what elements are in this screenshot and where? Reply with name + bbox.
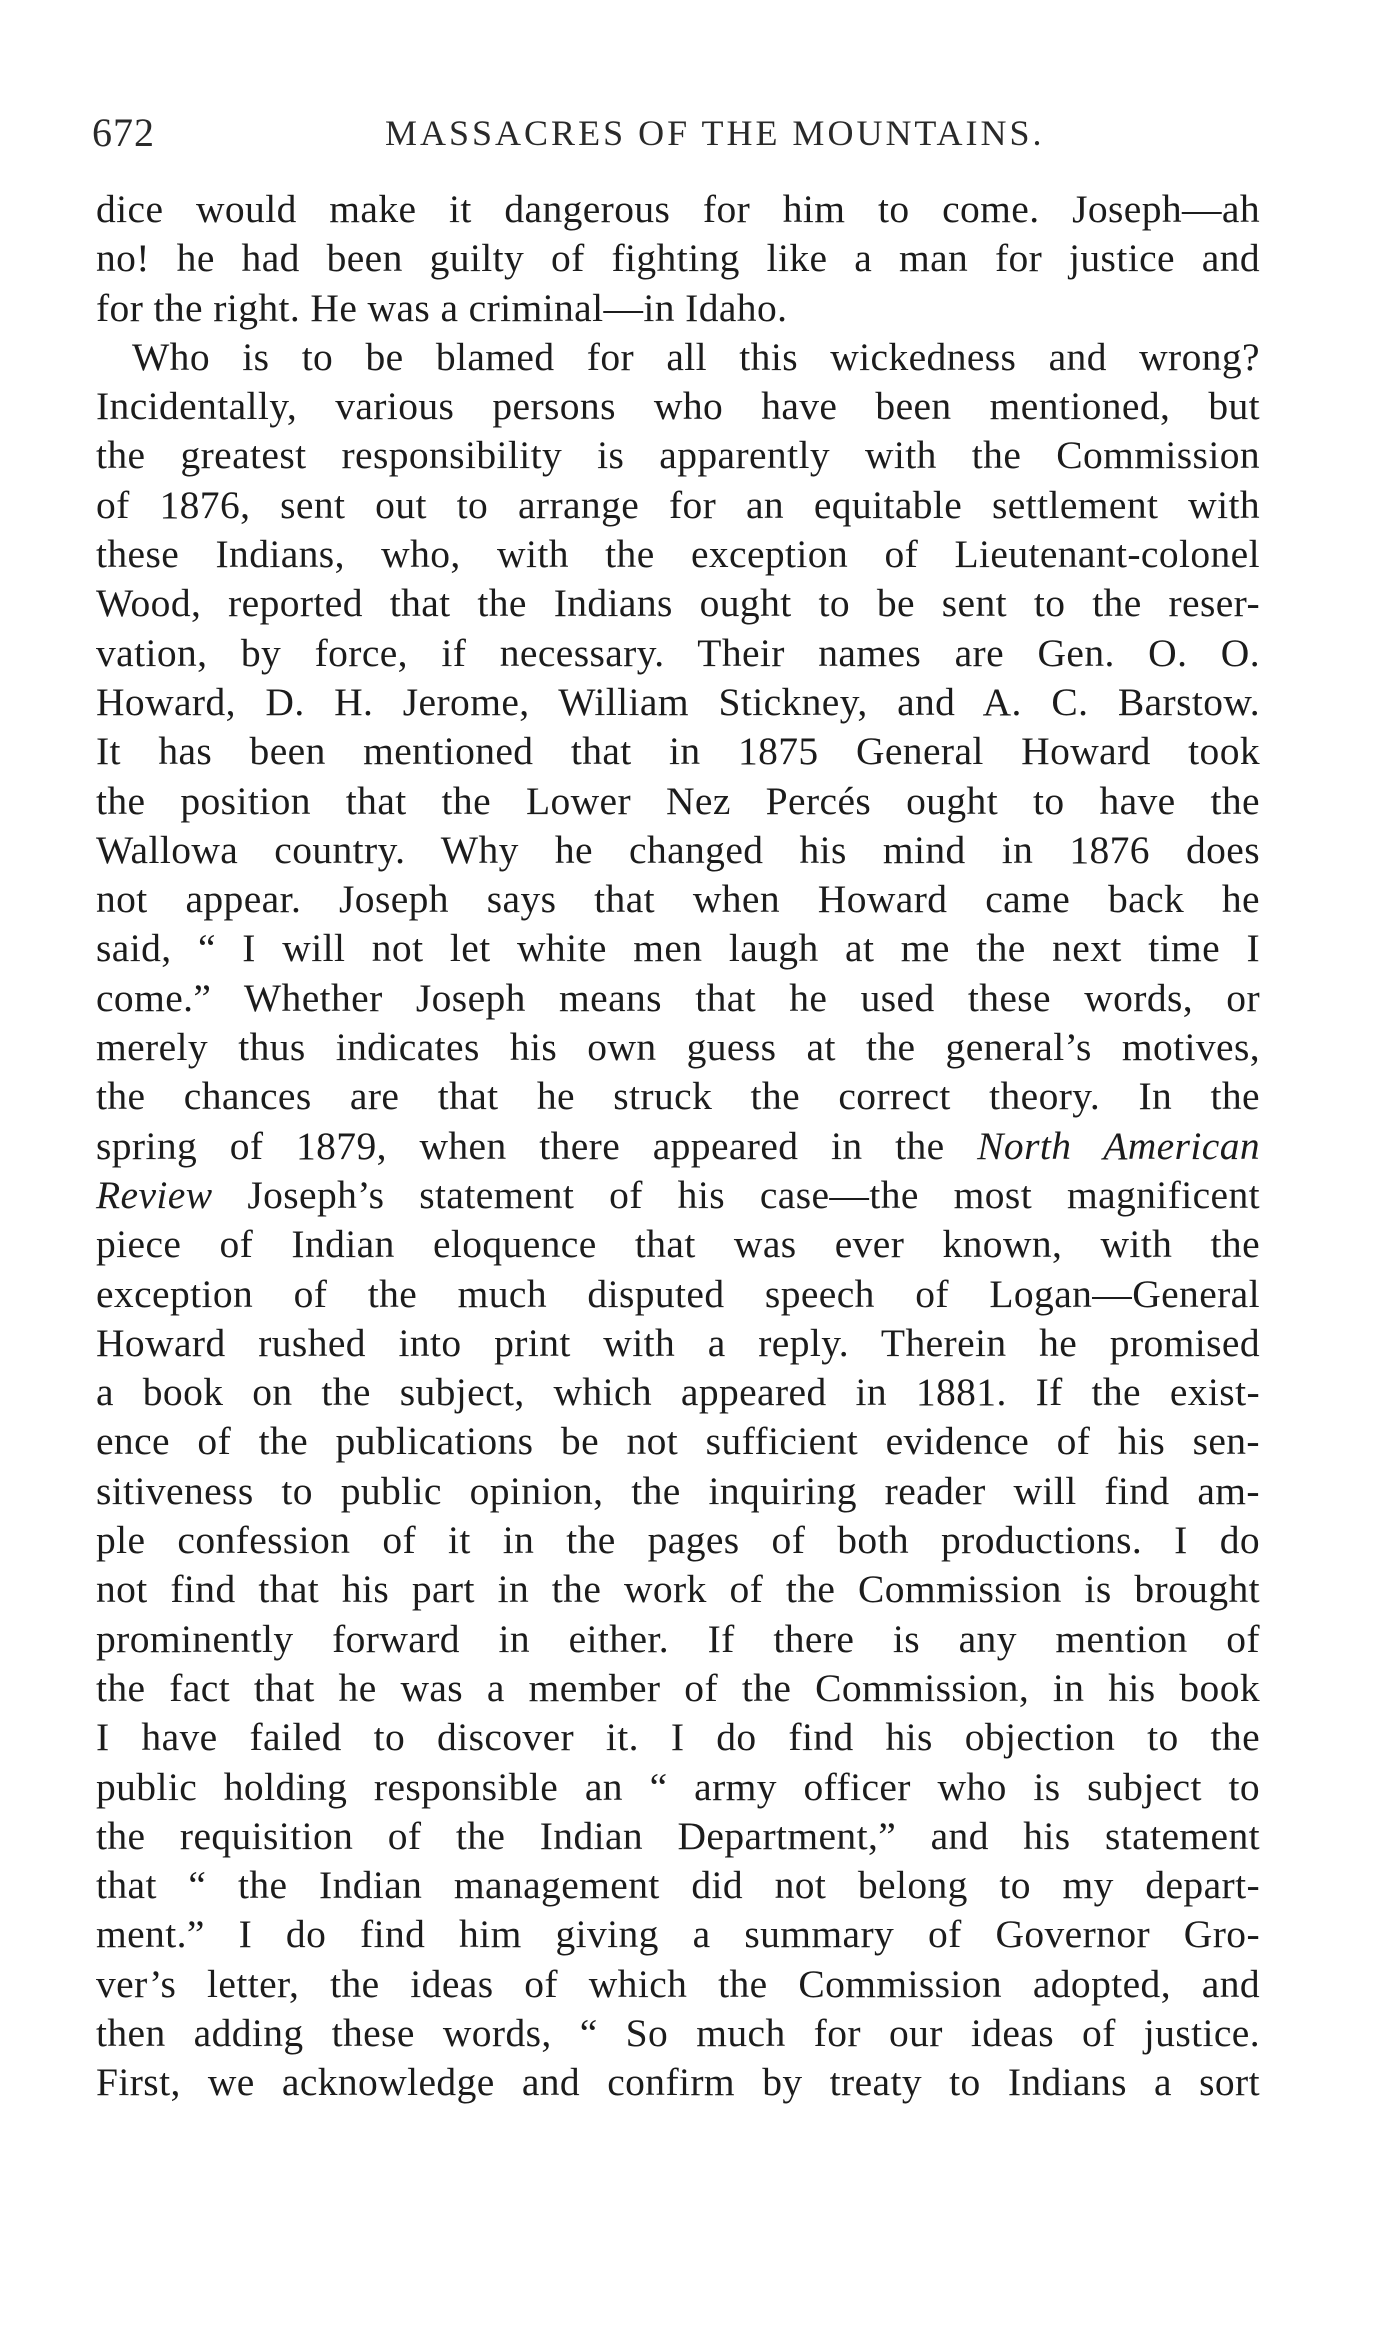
text-line: sitiveness to public opinion, the inquiring reader will find am- [96,1468,1260,1513]
text-line: First, we acknowledge and confirm by treaty to Indians a sort [96,2060,1260,2105]
text-line: exception of the much disputed speech of Logan—General [96,1271,1260,1316]
text-line: Who is to be blamed for all this wickedness and wrong? [132,334,1260,379]
text-line: come.” Whether Joseph means that he used these words, or [96,975,1260,1020]
text-line: Howard, D. H. Jerome, William Stickney, and A. C. Barstow. [96,679,1260,724]
text-line: not find that his part in the work of the Commission is brought [96,1567,1260,1612]
text-line [96,1122,1260,1171]
text-line: merely thus indicates his own guess at the general’s motives, [96,1025,1260,1070]
text-line: said, “ I will not let white men laugh at me the next time I [96,926,1260,971]
text-line: no! he had been guilty of fighting like a man for justice and [96,236,1260,281]
text-line: then adding these words, “ So much for our ideas of justice. [96,2010,1260,2055]
text-line: the position that the Lower Nez Percés ought to have the [96,778,1260,823]
text-line: the requisition of the Indian Department,” and his statement [96,1813,1260,1858]
text-line: of 1876, sent out to arrange for an equitable settlement with [96,482,1260,527]
italic-title: Review [96,1172,213,1217]
italic-title: North American [977,1123,1260,1168]
text-line: that “ the Indian management did not belong to my depart- [96,1863,1260,1908]
text-line: ple confession of it in the pages of both productions. I do [96,1518,1260,1563]
page-number: 672 [92,110,155,155]
text-line: prominently forward in either. If there is any mention of [96,1616,1260,1661]
text-line: Howard rushed into print with a reply. Therein he promised [96,1320,1260,1365]
text-line: the fact that he was a member of the Commission, in his book [96,1665,1260,1710]
text-line: for the right. He was a criminal—in Idaho. [96,285,788,330]
text-line: I have failed to discover it. I do find his objection to the [96,1715,1260,1760]
text-line: piece of Indian eloquence that was ever known, with the [96,1222,1260,1267]
text-line: It has been mentioned that in 1875 General Howard took [96,729,1260,774]
text-line: Incidentally, various persons who have been mentioned, but [96,384,1260,429]
body-text [96,185,1260,2108]
text-line: a book on the subject, which appeared in 1881. If the exist- [96,1370,1260,1415]
text-line: Wood, reported that the Indians ought to be sent to the reser- [96,581,1260,626]
text-line: dice would make it dangerous for him to come. Joseph—ah [96,187,1260,231]
running-head: MASSACRES OF THE MOUNTAINS. [385,113,1045,153]
text-line: ence of the publications be not sufficient evidence of his sen- [96,1419,1260,1464]
text-line: these Indians, who, with the exception of Lieutenant-colonel [96,532,1260,577]
text-line: vation, by force, if necessary. Their names are Gen. O. O. [96,630,1260,675]
text-line: public holding responsible an “ army officer who is subject to [96,1764,1260,1809]
text-segment: spring of 1879, when there appeared in the [96,1123,978,1168]
text-line [96,1171,1260,1220]
text-line: the greatest responsibility is apparently with the Commission [96,433,1260,478]
text-line: ment.” I do find him giving a summary of Governor Gro- [96,1912,1260,1957]
text-line: the chances are that he struck the correct theory. In the [96,1074,1260,1119]
text-line: Wallowa country. Why he changed his mind in 1876 does [96,827,1260,872]
text-line: not appear. Joseph says that when Howard came back he [96,877,1260,922]
text-segment: Joseph’s statement of his case—the most magnificent [212,1172,1260,1217]
text-line: ver’s letter, the ideas of which the Commission adopted, and [96,1961,1260,2006]
